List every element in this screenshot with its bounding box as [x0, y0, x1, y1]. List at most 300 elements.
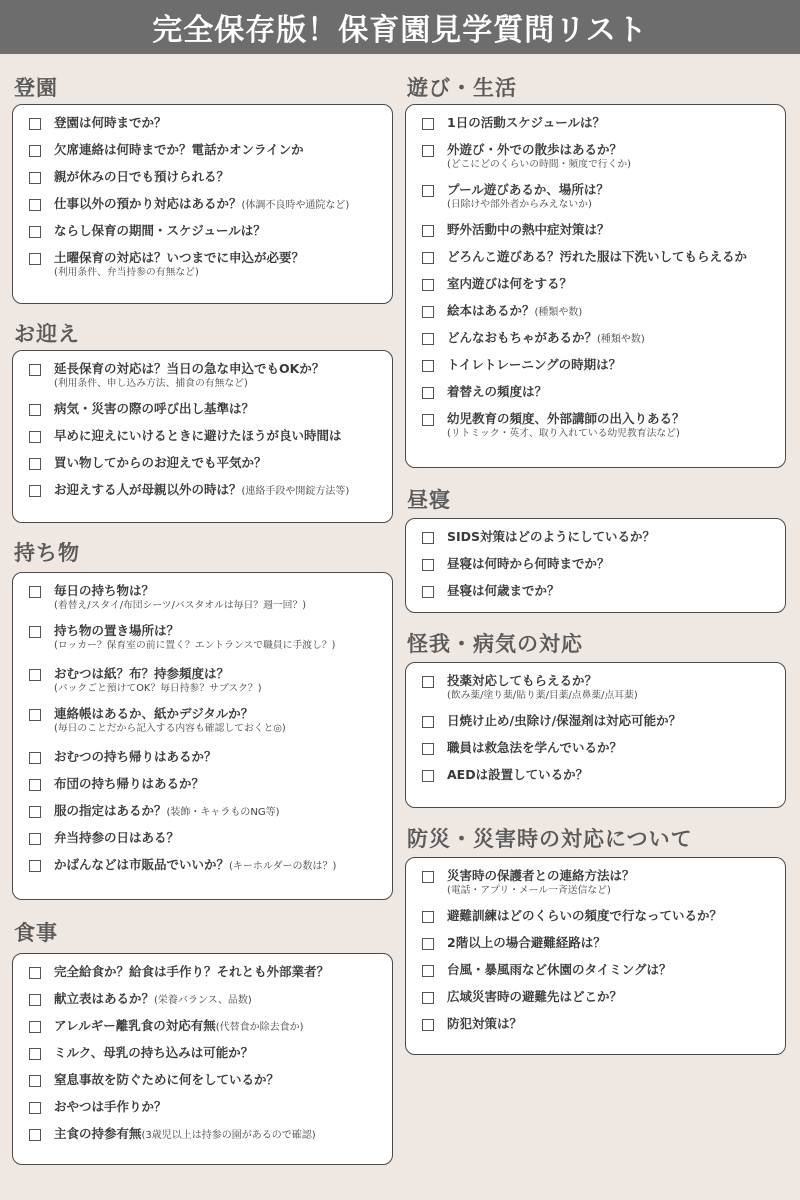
- question-text: 完全給食か？給食は手作り？それとも外部業者？: [54, 964, 330, 979]
- item-text: [54, 400, 382, 418]
- checkbox-icon[interactable]: [422, 716, 434, 728]
- item-text: [447, 356, 775, 374]
- checklist-item[interactable]: [422, 739, 775, 766]
- checkbox-icon[interactable]: [422, 586, 434, 598]
- item-text: [54, 168, 382, 186]
- item-text: [54, 195, 382, 215]
- item-text: [54, 1071, 382, 1089]
- checklist-item[interactable]: [422, 766, 775, 793]
- section-4: [405, 72, 786, 468]
- question-subnote: (電話・アプリ・メール一斉送信など): [447, 885, 611, 896]
- question-text: 台風・暴風雨など休園のタイミングは？: [447, 962, 672, 977]
- question-text: 幼児教育の頻度、外部講師の出入りある？: [447, 411, 685, 426]
- question-text: 投薬対応してもらえるか？: [447, 673, 598, 688]
- item-text: [54, 360, 382, 390]
- item-text: [447, 555, 775, 573]
- checkbox-icon[interactable]: [422, 743, 434, 755]
- item-text: [447, 934, 775, 952]
- question-text: 欠席連絡は何時までか？電話かオンラインか: [54, 142, 304, 157]
- question-note: (種類や数): [534, 307, 583, 318]
- section-1: [12, 318, 393, 523]
- item-text: [447, 1015, 775, 1033]
- question-line: [54, 249, 382, 267]
- question-text: どんなおもちゃがあるか？: [447, 330, 598, 345]
- checklist-item[interactable]: [29, 802, 382, 829]
- checkbox-icon[interactable]: [422, 252, 434, 264]
- question-box: [405, 857, 786, 1055]
- question-text: 職員は救急法を学んでいるか？: [447, 740, 623, 755]
- checklist-item[interactable]: [422, 221, 775, 248]
- checkbox-icon[interactable]: [422, 333, 434, 345]
- section-3: [12, 917, 393, 1165]
- checkbox-icon[interactable]: [29, 1102, 41, 1114]
- question-text: SIDS対策はどのようにしているか？: [447, 529, 656, 544]
- question-text: 病気・災害の際の呼び出し基準は？: [54, 401, 255, 416]
- checklist-item[interactable]: [422, 907, 775, 934]
- question-line: [54, 168, 382, 186]
- page-header: [0, 0, 800, 54]
- question-line: [54, 1017, 382, 1037]
- checkbox-icon[interactable]: [29, 860, 41, 872]
- checklist-item[interactable]: [422, 275, 775, 302]
- checkbox-icon[interactable]: [422, 1019, 434, 1031]
- checkbox-icon[interactable]: [422, 911, 434, 923]
- checkbox-icon[interactable]: [29, 404, 41, 416]
- question-line: [447, 528, 775, 546]
- question-subnote: (毎日のことだから記入する内容も確認しておくと◎): [54, 723, 286, 734]
- question-subnote: (どこにどのくらいの時間・頻度で行くか): [447, 159, 631, 170]
- question-line: [54, 141, 382, 159]
- item-text: [447, 275, 775, 293]
- question-text: AEDは設置しているか？: [447, 767, 589, 782]
- checklist-item[interactable]: [29, 1044, 382, 1071]
- question-note: (連絡手段や開錠方法等): [241, 486, 350, 497]
- question-line: [447, 383, 775, 401]
- checklist-item[interactable]: [29, 400, 382, 427]
- section-title: 持ち物: [14, 541, 80, 565]
- question-text: 防犯対策は？: [447, 1016, 523, 1031]
- question-text: 布団の持ち帰りはあるか？: [54, 776, 205, 791]
- question-line: [447, 410, 775, 428]
- question-text: 昼寝は何時から何時までか？: [447, 556, 610, 571]
- question-text: 仕事以外の預かり対応はあるか？: [54, 196, 242, 211]
- question-line: [54, 1125, 382, 1145]
- checklist-item[interactable]: [422, 582, 775, 609]
- question-line: [54, 454, 382, 472]
- item-text: [447, 712, 775, 730]
- item-text: [447, 302, 775, 322]
- item-text: [54, 990, 382, 1010]
- question-text: かばんなどは市販品でいいか？: [54, 857, 230, 872]
- checklist-item[interactable]: [422, 302, 775, 329]
- question-text: トイレトレーニングの時期は？: [447, 357, 622, 372]
- question-subnote: (着替え/スタイ/布団シーツ/バスタオルは毎日？週一回？): [54, 600, 307, 611]
- section-title: お迎え: [14, 322, 80, 346]
- question-line: [447, 555, 775, 573]
- question-line: [447, 988, 775, 1006]
- question-text: 2階以上の場合避難経路は？: [447, 935, 606, 950]
- checklist-item[interactable]: [29, 622, 382, 665]
- checkbox-icon[interactable]: [422, 414, 434, 426]
- question-subnote: (日除けや部外者からみえないか): [447, 199, 592, 210]
- checklist-item[interactable]: [422, 712, 775, 739]
- checkbox-icon[interactable]: [29, 1075, 41, 1087]
- question-text: 持ち物の置き場所は？: [54, 623, 180, 638]
- item-text: [54, 1125, 382, 1145]
- checkbox-icon[interactable]: [29, 199, 41, 211]
- checklist-item[interactable]: [422, 248, 775, 275]
- checkbox-icon[interactable]: [29, 226, 41, 238]
- question-text: 毎日の持ち物は？: [54, 583, 155, 598]
- question-line: [54, 748, 382, 766]
- question-note: (装飾・キャラものNG等): [166, 807, 280, 818]
- question-box: [405, 518, 786, 613]
- checkbox-icon[interactable]: [29, 626, 41, 638]
- checklist-item[interactable]: [29, 856, 382, 883]
- item-text: [447, 383, 775, 401]
- checklist-item[interactable]: [422, 555, 775, 582]
- question-line: [54, 1098, 382, 1116]
- item-text: [447, 114, 775, 132]
- question-text: おむつの持ち帰りはあるか？: [54, 749, 217, 764]
- question-note: (体調不良時や通院など): [241, 200, 350, 211]
- checkbox-icon[interactable]: [29, 431, 41, 443]
- checkbox-icon[interactable]: [29, 994, 41, 1006]
- checklist-item[interactable]: [29, 114, 382, 141]
- checkbox-icon[interactable]: [29, 1048, 41, 1060]
- item-text: [54, 622, 382, 652]
- question-text: 昼寝は何歳までか？: [447, 583, 560, 598]
- checkbox-icon[interactable]: [422, 306, 434, 318]
- checkbox-icon[interactable]: [422, 559, 434, 571]
- question-box: [12, 104, 393, 304]
- question-line: [54, 829, 382, 847]
- question-subnote: (リトミック・英才、取り入れている幼児教育法など): [447, 428, 680, 439]
- item-text: [54, 775, 382, 793]
- item-text: [447, 672, 775, 702]
- question-text: 早めに迎えにいけるときに避けたほうが良い時間は: [54, 428, 342, 443]
- question-text: おやつは手作りか？: [54, 1099, 167, 1114]
- question-line: [54, 775, 382, 793]
- section-7: [405, 823, 786, 1055]
- item-text: [54, 114, 382, 132]
- section-title: 防災・災害時の対応について: [407, 827, 693, 851]
- question-line: [54, 195, 382, 215]
- section-5: [405, 484, 786, 613]
- checklist-item[interactable]: [29, 1071, 382, 1098]
- checklist-item[interactable]: [422, 329, 775, 356]
- item-text: [54, 856, 382, 876]
- question-line: [447, 961, 775, 979]
- question-text: おむつは紙？布？持参頻度は？: [54, 666, 230, 681]
- question-text: 広域災害時の避難先はどこか？: [447, 989, 623, 1004]
- checkbox-icon[interactable]: [422, 871, 434, 883]
- checklist-item[interactable]: [29, 1125, 382, 1152]
- question-text: ならし保育の期間・スケジュールは？: [54, 223, 266, 238]
- question-text: 主食の持参有無: [54, 1126, 142, 1141]
- item-text: [54, 1044, 382, 1062]
- question-line: [447, 114, 775, 132]
- checklist-item[interactable]: [422, 867, 775, 907]
- question-line: [54, 1071, 382, 1089]
- question-line: [54, 856, 382, 876]
- checklist-item[interactable]: [422, 383, 775, 410]
- item-text: [54, 748, 382, 766]
- checkbox-icon[interactable]: [422, 965, 434, 977]
- question-text: 絵本はあるか？: [447, 303, 535, 318]
- checklist-item[interactable]: [422, 181, 775, 221]
- question-line: [447, 221, 775, 239]
- question-text: 献立表はあるか？: [54, 991, 155, 1006]
- item-text: [54, 1017, 382, 1037]
- checklist-item[interactable]: [29, 222, 382, 249]
- checklist-item[interactable]: [422, 672, 775, 712]
- question-line: [54, 705, 382, 723]
- item-text: [447, 867, 775, 897]
- checklist-item[interactable]: [29, 748, 382, 775]
- question-line: [447, 248, 775, 266]
- checklist-item[interactable]: [422, 528, 775, 555]
- question-line: [447, 275, 775, 293]
- checkbox-icon[interactable]: [29, 779, 41, 791]
- checkbox-icon[interactable]: [29, 458, 41, 470]
- question-line: [54, 114, 382, 132]
- question-text: 着替えの頻度は？: [447, 384, 548, 399]
- question-text: アレルギー離乳食の対応有無: [54, 1018, 216, 1033]
- question-line: [54, 582, 382, 600]
- section-title: 登園: [14, 76, 58, 100]
- item-text: [54, 454, 382, 472]
- checkbox-icon[interactable]: [422, 938, 434, 950]
- question-line: [54, 963, 382, 981]
- question-line: [447, 907, 775, 925]
- question-box: [12, 953, 393, 1165]
- checkbox-icon[interactable]: [29, 806, 41, 818]
- question-line: [54, 222, 382, 240]
- checkbox-icon[interactable]: [29, 118, 41, 130]
- question-text: 避難訓練はどのくらいの頻度で行なっているか？: [447, 908, 723, 923]
- checkbox-icon[interactable]: [29, 833, 41, 845]
- item-text: [447, 528, 775, 546]
- checkbox-icon[interactable]: [29, 586, 41, 598]
- checklist-item[interactable]: [422, 114, 775, 141]
- question-line: [54, 802, 382, 822]
- question-line: [54, 990, 382, 1010]
- checklist-item[interactable]: [422, 356, 775, 383]
- checklist-item[interactable]: [29, 829, 382, 856]
- question-text: 野外活動中の熱中症対策は？: [447, 222, 610, 237]
- question-line: [447, 867, 775, 885]
- checklist-item[interactable]: [29, 963, 382, 990]
- question-subnote: (利用条件、申し込み方法、捕食の有無など): [54, 378, 248, 389]
- checkbox-icon[interactable]: [422, 145, 434, 157]
- question-text: 弁当持参の日はある？: [54, 830, 180, 845]
- question-subnote: (飲み薬/塗り薬/貼り薬/目薬/点鼻薬/点耳薬): [447, 690, 638, 701]
- question-line: [447, 582, 775, 600]
- item-text: [54, 141, 382, 159]
- item-text: [447, 141, 775, 171]
- question-box: [405, 662, 786, 808]
- question-text: 連絡帳はあるか、紙かデジタルか？: [54, 706, 254, 721]
- checkbox-icon[interactable]: [29, 1021, 41, 1033]
- checklist-item[interactable]: [29, 775, 382, 802]
- checkbox-icon[interactable]: [422, 185, 434, 197]
- checkbox-icon[interactable]: [422, 118, 434, 130]
- item-text: [447, 766, 775, 784]
- item-text: [54, 222, 382, 240]
- checklist-item[interactable]: [422, 961, 775, 988]
- checklist-item[interactable]: [29, 249, 382, 287]
- checklist-item[interactable]: [29, 1098, 382, 1125]
- checkbox-icon[interactable]: [422, 676, 434, 688]
- question-line: [447, 739, 775, 757]
- item-text: [447, 961, 775, 979]
- question-line: [54, 400, 382, 418]
- checkbox-icon[interactable]: [29, 145, 41, 157]
- checklist-item[interactable]: [29, 665, 382, 705]
- question-line: [54, 1044, 382, 1062]
- item-text: [54, 427, 382, 445]
- question-text: 1日の活動スケジュールは？: [447, 115, 605, 130]
- question-line: [447, 141, 775, 159]
- item-text: [447, 988, 775, 1006]
- question-line: [54, 427, 382, 445]
- question-note: (栄養バランス、品数): [154, 995, 252, 1006]
- question-box: [12, 572, 393, 900]
- question-line: [447, 181, 775, 199]
- question-text: 服の指定はあるか？: [54, 803, 167, 818]
- question-subnote: (ロッカー？保育室の前に置く？エントランスで職員に手渡し？): [54, 640, 336, 651]
- item-text: [54, 963, 382, 981]
- question-line: [447, 672, 775, 690]
- page-title: 完全保存版！保育園見学質問リスト: [152, 13, 648, 48]
- question-line: [447, 1015, 775, 1033]
- checkbox-icon[interactable]: [422, 992, 434, 1004]
- question-text: 外遊び・外での散歩はあるか？: [447, 142, 623, 157]
- checkbox-icon[interactable]: [29, 669, 41, 681]
- section-0: [12, 72, 393, 304]
- question-text: 親が休みの日でも預けられる？: [54, 169, 230, 184]
- checkbox-icon[interactable]: [29, 752, 41, 764]
- checkbox-icon[interactable]: [422, 279, 434, 291]
- item-text: [54, 249, 382, 279]
- checklist-item[interactable]: [29, 582, 382, 622]
- item-text: [54, 1098, 382, 1116]
- question-note: (代替食か除去食か): [215, 1022, 304, 1033]
- question-subnote: (パックごと預けてOK？毎日持参？サブスク？): [54, 683, 262, 694]
- item-text: [54, 705, 382, 735]
- item-text: [447, 329, 775, 349]
- item-text: [447, 410, 775, 440]
- question-line: [447, 302, 775, 322]
- checkbox-icon[interactable]: [29, 485, 41, 497]
- checklist-item[interactable]: [422, 988, 775, 1015]
- question-note: (種類や数): [597, 334, 645, 345]
- checklist-item[interactable]: [29, 141, 382, 168]
- question-line: [447, 356, 775, 374]
- question-text: 窒息事故を防ぐために何をしているか？: [54, 1072, 280, 1087]
- checklist-item[interactable]: [29, 990, 382, 1017]
- question-line: [447, 712, 775, 730]
- question-text: どろんこ遊びある？汚れた服は下洗いしてもらえるか: [447, 249, 748, 264]
- checklist-item[interactable]: [422, 934, 775, 961]
- checklist-item[interactable]: [422, 410, 775, 450]
- question-box: [405, 104, 786, 468]
- item-text: [54, 582, 382, 612]
- checkbox-icon[interactable]: [422, 387, 434, 399]
- question-text: 日焼け止め/虫除け/保湿剤は対応可能か？: [447, 713, 682, 728]
- question-line: [54, 665, 382, 683]
- question-box: [12, 350, 393, 523]
- section-2: [12, 537, 393, 900]
- section-title: 食事: [14, 921, 58, 945]
- checklist-item[interactable]: [422, 141, 775, 181]
- section-6: [405, 628, 786, 808]
- question-line: [54, 481, 382, 501]
- checkbox-icon[interactable]: [422, 360, 434, 372]
- checklist-item[interactable]: [29, 705, 382, 748]
- question-line: [447, 766, 775, 784]
- item-text: [447, 181, 775, 211]
- checklist-item[interactable]: [29, 195, 382, 222]
- question-text: お迎えする人が母親以外の時は？: [54, 482, 242, 497]
- item-text: [447, 221, 775, 239]
- section-title: 昼寝: [407, 488, 451, 512]
- question-text: ミルク、母乳の持ち込みは可能か？: [54, 1045, 254, 1060]
- question-text: 室内遊びは何をする？: [447, 276, 573, 291]
- item-text: [54, 802, 382, 822]
- item-text: [54, 829, 382, 847]
- checkbox-icon[interactable]: [29, 172, 41, 184]
- question-text: プール遊びあるか、場所は？: [447, 182, 609, 197]
- item-text: [447, 739, 775, 757]
- checkbox-icon[interactable]: [29, 364, 41, 376]
- question-text: 災害時の保護者との連絡方法は？: [447, 868, 635, 883]
- checkbox-icon[interactable]: [422, 770, 434, 782]
- section-title: 遊び・生活: [407, 76, 517, 100]
- item-text: [54, 665, 382, 695]
- checklist-item[interactable]: [422, 1015, 775, 1042]
- question-line: [54, 622, 382, 640]
- checkbox-icon[interactable]: [422, 532, 434, 544]
- item-text: [447, 907, 775, 925]
- item-text: [54, 481, 382, 501]
- question-line: [54, 360, 382, 378]
- question-text: 買い物してからのお迎えでも平気か？: [54, 455, 267, 470]
- checklist-item[interactable]: [29, 454, 382, 481]
- question-text: 土曜保育の対応は？いつまでに申込が必要？: [54, 250, 305, 265]
- checkbox-icon[interactable]: [29, 709, 41, 721]
- question-line: [447, 329, 775, 349]
- checklist-item[interactable]: [29, 481, 382, 508]
- item-text: [447, 582, 775, 600]
- checkbox-icon[interactable]: [29, 1129, 41, 1141]
- question-subnote: (利用条件、弁当持参の有無など): [54, 267, 199, 278]
- checklist-item[interactable]: [29, 168, 382, 195]
- checklist-item[interactable]: [29, 360, 382, 400]
- question-text: 延長保育の対応は？当日の急な申込でもOKか？: [54, 361, 325, 376]
- checklist-item[interactable]: [29, 1017, 382, 1044]
- checkbox-icon[interactable]: [422, 225, 434, 237]
- checkbox-icon[interactable]: [29, 253, 41, 265]
- question-note: (キーホルダーの数は？): [229, 861, 337, 872]
- checklist-item[interactable]: [29, 427, 382, 454]
- question-note: (3歳児以上は持参の園があるので確認): [141, 1130, 316, 1141]
- question-text: 登園は何時までか？: [54, 115, 167, 130]
- section-title: 怪我・病気の対応: [407, 632, 583, 656]
- checkbox-icon[interactable]: [29, 967, 41, 979]
- item-text: [447, 248, 775, 266]
